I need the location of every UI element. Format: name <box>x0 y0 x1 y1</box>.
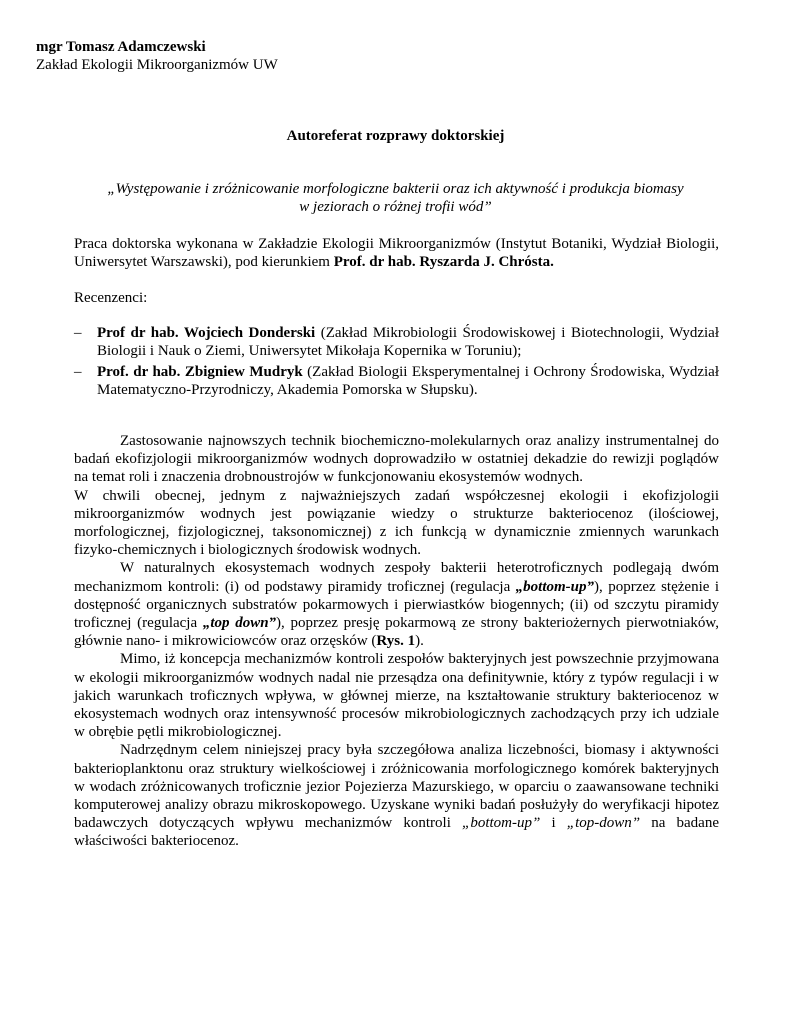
list-dash: – <box>74 325 82 341</box>
reviewer-affiliation: (Zakład Biologii Eksperymentalnej i Ochrony Środowiska, Wydział Matematyczno-Przyrodniczy, Akademia Pomorska w Słupsku). <box>97 364 719 398</box>
author-name: mgr Tomasz Adamczewski <box>36 39 206 55</box>
reviewer-affiliation: (Zakład Mikrobiologii Środowiskowej i Biotechnologii, Wydział Biologii i Nauk o Ziemi, Uniwersytet Mikołaja Kopernika w Toruniu); <box>97 325 719 359</box>
term-bottom-up: „bottom-up” <box>515 578 595 595</box>
term-bottom-up: „bottom-up” <box>461 815 541 832</box>
paragraph-3-text: ). <box>415 633 424 650</box>
reviewer-name: Prof dr hab. Wojciech Donderski <box>97 325 316 341</box>
reviewer-item <box>74 363 719 399</box>
work-info <box>74 235 719 271</box>
author-block <box>36 38 278 74</box>
paragraph-3-text: ), poprzez stężenie i dostępność organicznych substratów pokarmowych i pierwiastków biogennych; (ii) od szczytu piramidy troficznej (regulacja <box>74 578 719 632</box>
author-department: Zakład Ekologii Mikroorganizmów UW <box>36 57 278 73</box>
figure-reference: Rys. 1 <box>376 633 416 650</box>
thesis-title-line-1: „Występowanie i zróżnicowanie morfologiczne bakterii oraz ich aktywność i produkcja biomasy <box>107 181 684 197</box>
paragraph-5-text: na badane właściwości bakteriocenoz. <box>74 815 719 850</box>
term-top-down: „top down” <box>202 615 277 632</box>
thesis-title <box>60 180 731 216</box>
work-info-text: Praca doktorska wykonana w Zakładzie Ekologii Mikroorganizmów (Instytut Botaniki, Wydział Biologii, Uniwersytet Warszawski), pod kierunkiem <box>74 236 719 270</box>
paragraph-1: Zastosowanie najnowszych technik biochemiczno-molekularnych oraz analizy instrumentalnej do badań ekofizjologii mikroorganizmów wodnych doprowadziło w ostatniej dekadzie do rewizji poglądów na temat roli i znaczenia drobnoustrojów w funkcjonowaniu ekosystemów wodnych. <box>74 433 719 486</box>
supervisor-name: Prof. dr hab. Ryszarda J. Chrósta. <box>333 254 554 270</box>
thesis-title-line-2: w jeziorach o różnej trofii wód” <box>299 199 492 215</box>
paragraph-5 <box>74 741 719 850</box>
reviewer-item <box>74 324 719 360</box>
term-top-down: „top-down” <box>566 815 641 832</box>
paragraph-4: Mimo, iż koncepcja mechanizmów kontroli zespołów bakteryjnych jest powszechnie przyjmowana w ekologii mikroorganizmów wodnych nadal nie przesądza ona definitywnie, który z typów regulacji i w jakich warunkach troficznych wpływa, w głównej mierze, na kształtowanie struktury bakteriocenoz w ekosystemach wodnych oraz intensywność procesów mikrobiologicznych zachodzących przy ich udziale w obrębie pętli mikrobiologicznej. <box>74 651 719 741</box>
reviewers-list <box>74 324 719 402</box>
document-title: Autoreferat rozprawy doktorskiej <box>286 128 505 144</box>
paragraph-3 <box>74 559 719 650</box>
paragraph-5-text: Nadrzędnym celem niniejszej pracy była szczegółowa analiza liczebności, biomasy i aktywności bakterioplanktonu oraz struktury wielkościowej i zróżnicowania morfologicznego komórek bakteryjnych w wodach zróżnicowanych troficznie jezior Pojezierza Mazurskiego, w oparciu o zaawansowane techniki komputerowej analizy obrazu mikroskopowego. Uzyskane wyniki badań posłużyły do weryfikacji hipotez badawczych dotyczących wpływu mechanizmów kontroli <box>74 742 719 832</box>
abstract-body <box>74 432 719 851</box>
list-dash: – <box>74 364 82 380</box>
reviewers-label: Recenzenci: <box>74 290 148 306</box>
reviewer-name: Prof. dr hab. Zbigniew Mudryk <box>97 364 303 380</box>
paragraph-5-text: i <box>540 815 567 832</box>
paragraph-3-text: ), poprzez presję pokarmową ze strony bakteriożernych pierwotniaków, głównie nano- i mikrowiciowców oraz orzęsków ( <box>74 615 719 650</box>
paragraph-2: W chwili obecnej, jednym z najważniejszych zadań współczesnej ekologii i ekofizjologii mikroorganizmów wodnych jest powiązanie wiedzy o strukturze bakteriocenoz (ilościowej, morfologicznej, fizjologicznej, taksonomicznej) z ich funkcją w dynamicznie zmiennych warunkach fizyko-chemicznych i biologicznych środowisk wodnych. <box>74 487 719 559</box>
paragraph-3-text: W naturalnych ekosystemach wodnych zespoły bakterii heterotroficznych podlegają dwóm mechanizmom kontroli: (i) od podstawy piramidy troficznej (regulacja <box>74 560 719 595</box>
